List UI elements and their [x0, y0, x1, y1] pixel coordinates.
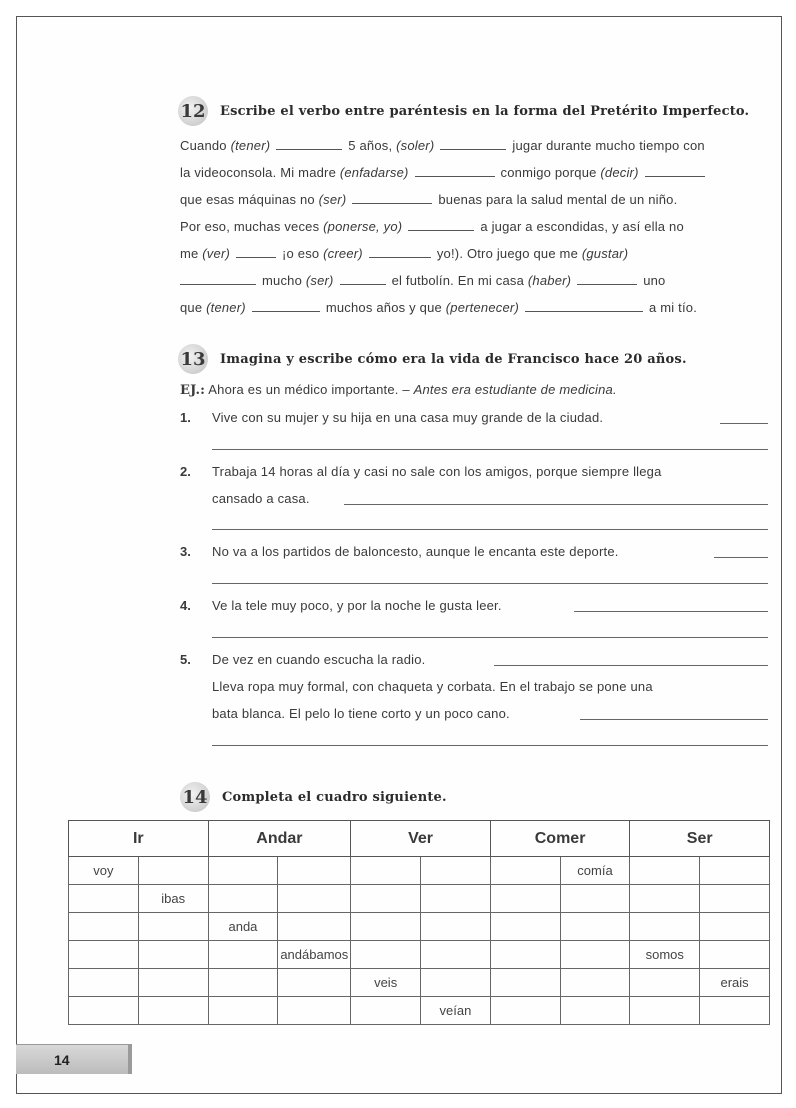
ex12-blank-9[interactable] [180, 273, 256, 285]
ex13-item-1-text: Vive con su mujer y su hija en una casa muy grande de la ciudad. [212, 410, 604, 425]
ex13-item-3-text: No va a los partidos de baloncesto, aunque le encanta este deporte. [212, 544, 619, 559]
header-comer: Comer [490, 821, 630, 857]
ex12-blank-12[interactable] [252, 300, 320, 312]
ex13-item-4-blank-b[interactable] [212, 637, 768, 638]
table-cell[interactable] [278, 885, 351, 913]
table-cell[interactable] [351, 857, 421, 885]
table-cell[interactable] [278, 913, 351, 941]
ex13-item-5-blank-b[interactable] [580, 719, 768, 720]
table-cell[interactable] [351, 941, 421, 969]
table-cell[interactable] [351, 997, 421, 1025]
table-cell[interactable] [138, 913, 208, 941]
ex13-item-2-text-1: Trabaja 14 horas al día y casi no sale con los amigos, porque siempre llega [212, 464, 662, 479]
ex12-line-6: mucho (ser) el futbolín. En mi casa (haber) uno [180, 273, 665, 288]
table-cell[interactable] [351, 913, 421, 941]
table-cell[interactable] [560, 969, 630, 997]
table-cell[interactable] [421, 969, 491, 997]
ex13-item-5-number: 5. [180, 652, 191, 667]
table-cell[interactable] [700, 941, 770, 969]
table-cell[interactable] [560, 941, 630, 969]
ex12-line-5: me (ver) ¡o eso (creer) yo!). Otro juego que me (gustar) [180, 246, 629, 261]
table-cell[interactable] [700, 885, 770, 913]
table-cell[interactable] [490, 969, 560, 997]
table-cell[interactable] [208, 941, 278, 969]
ex13-item-4-text: Ve la tele muy poco, y por la noche le gusta leer. [212, 598, 502, 613]
ex13-item-2-number: 2. [180, 464, 191, 479]
exercise-12-title: Escribe el verbo entre paréntesis en la forma del Pretérito Imperfecto. [220, 103, 750, 119]
table-cell[interactable] [700, 857, 770, 885]
ex12-blank-7[interactable] [236, 246, 276, 258]
ex12-line-4: Por eso, muchas veces (ponerse, yo) a jugar a escondidas, y así ella no [180, 219, 684, 234]
table-row [69, 857, 770, 885]
header-ser: Ser [630, 821, 770, 857]
table-cell[interactable] [278, 857, 351, 885]
ex13-item-5-text-3: bata blanca. El pelo lo tiene corto y un poco cano. [212, 706, 510, 721]
table-cell[interactable] [490, 997, 560, 1025]
ex12-blank-1[interactable] [276, 138, 342, 150]
table-cell[interactable] [630, 997, 700, 1025]
table-header-row [69, 821, 770, 857]
ex13-item-4-number: 4. [180, 598, 191, 613]
table-cell[interactable]: andábamos [278, 941, 351, 969]
table-row [69, 997, 770, 1025]
table-cell[interactable]: veis [351, 969, 421, 997]
table-cell[interactable] [700, 913, 770, 941]
ex13-item-4-blank-a[interactable] [574, 611, 768, 612]
exercise-14-number: 14 [180, 782, 210, 812]
table-cell[interactable] [351, 885, 421, 913]
ex13-item-5-text-2: Lleva ropa muy formal, con chaqueta y corbata. En el trabajo se pone una [212, 679, 653, 694]
ex13-item-5-blank-c[interactable] [212, 745, 768, 746]
conjugation-table [68, 820, 770, 1025]
ex12-line-7: que (tener) muchos años y que (pertenecer) a mi tío. [180, 300, 698, 315]
table-cell[interactable]: anda [208, 913, 278, 941]
table-cell[interactable] [208, 885, 278, 913]
table-cell[interactable] [490, 857, 560, 885]
ex12-line-2: la videoconsola. Mi madre (enfadarse) conmigo porque (decir) [180, 165, 711, 180]
table-cell[interactable] [69, 997, 139, 1025]
table-cell[interactable] [208, 997, 278, 1025]
ex13-example: EJ.: Ahora es un médico importante. – Antes era estudiante de medicina. [180, 382, 617, 398]
table-row [69, 913, 770, 941]
table-cell[interactable] [630, 969, 700, 997]
ex13-item-1-number: 1. [180, 410, 191, 425]
ex12-blank-8[interactable] [369, 246, 431, 258]
table-cell[interactable]: voy [69, 857, 139, 885]
ex13-item-1-blank-a[interactable] [720, 423, 768, 424]
ex13-item-5-text-1: De vez en cuando escucha la radio. [212, 652, 426, 667]
table-cell[interactable] [630, 857, 700, 885]
table-cell[interactable] [278, 997, 351, 1025]
header-ir: Ir [69, 821, 209, 857]
table-cell[interactable] [490, 913, 560, 941]
ex12-blank-13[interactable] [525, 300, 643, 312]
table-cell[interactable] [208, 969, 278, 997]
table-cell[interactable]: ibas [138, 885, 208, 913]
table-cell[interactable] [630, 913, 700, 941]
table-cell[interactable] [138, 969, 208, 997]
ex13-item-2-blank-b[interactable] [212, 529, 768, 530]
exercise-13-title: Imagina y escribe cómo era la vida de Francisco hace 20 años. [220, 351, 687, 367]
table-cell[interactable] [69, 941, 139, 969]
ex13-item-3-blank-b[interactable] [212, 583, 768, 584]
table-row [69, 969, 770, 997]
table-cell[interactable] [69, 913, 139, 941]
ex13-item-3-number: 3. [180, 544, 191, 559]
exercise-13-header [178, 344, 687, 374]
ex13-item-5-blank-a[interactable] [494, 665, 768, 666]
table-row [69, 885, 770, 913]
table-cell[interactable] [560, 997, 630, 1025]
ex12-blank-2[interactable] [440, 138, 506, 150]
table-cell[interactable] [421, 885, 491, 913]
exercise-12-number: 12 [178, 96, 208, 126]
exercise-14-title: Completa el cuadro siguiente. [222, 789, 447, 805]
table-cell[interactable] [138, 857, 208, 885]
header-andar: Andar [208, 821, 351, 857]
table-cell[interactable]: somos [630, 941, 700, 969]
ex13-item-3-blank-a[interactable] [714, 557, 768, 558]
table-cell[interactable] [208, 857, 278, 885]
table-cell[interactable]: veían [421, 997, 491, 1025]
table-cell[interactable]: comía [560, 857, 630, 885]
table-cell[interactable] [421, 941, 491, 969]
header-ver: Ver [351, 821, 491, 857]
table-cell[interactable] [630, 885, 700, 913]
ex12-line-1: Cuando (tener) 5 años, (soler) jugar durante mucho tiempo con [180, 138, 705, 153]
table-cell[interactable] [700, 997, 770, 1025]
table-cell[interactable] [490, 941, 560, 969]
table-cell[interactable] [490, 885, 560, 913]
table-cell[interactable] [69, 969, 139, 997]
ex12-blank-3[interactable] [415, 165, 495, 177]
page-number-tab [16, 1044, 132, 1074]
table-body [69, 857, 770, 1025]
exercise-12-header [178, 96, 749, 126]
exercise-14-header [180, 782, 447, 812]
table-cell[interactable] [69, 885, 139, 913]
ex12-blank-5[interactable] [352, 192, 432, 204]
page-number: 14 [54, 1051, 70, 1068]
table-cell[interactable]: erais [700, 969, 770, 997]
table-cell[interactable] [138, 997, 208, 1025]
table-cell[interactable] [560, 885, 630, 913]
ex12-line-3: que esas máquinas no (ser) buenas para la salud mental de un niño. [180, 192, 678, 207]
ex13-item-1-blank-b[interactable] [212, 449, 768, 450]
ex12-blank-4[interactable] [645, 165, 705, 177]
table-cell[interactable] [278, 969, 351, 997]
ex13-item-2-text-2: cansado a casa. [212, 491, 310, 506]
table-cell[interactable] [560, 913, 630, 941]
exercise-13-number: 13 [178, 344, 208, 374]
ex12-blank-10[interactable] [340, 273, 386, 285]
table-cell[interactable] [138, 941, 208, 969]
table-cell[interactable] [421, 857, 491, 885]
table-cell[interactable] [421, 913, 491, 941]
ex12-blank-6[interactable] [408, 219, 474, 231]
table-row [69, 941, 770, 969]
ex12-blank-11[interactable] [577, 273, 637, 285]
ex13-item-2-blank-a[interactable] [344, 504, 768, 505]
